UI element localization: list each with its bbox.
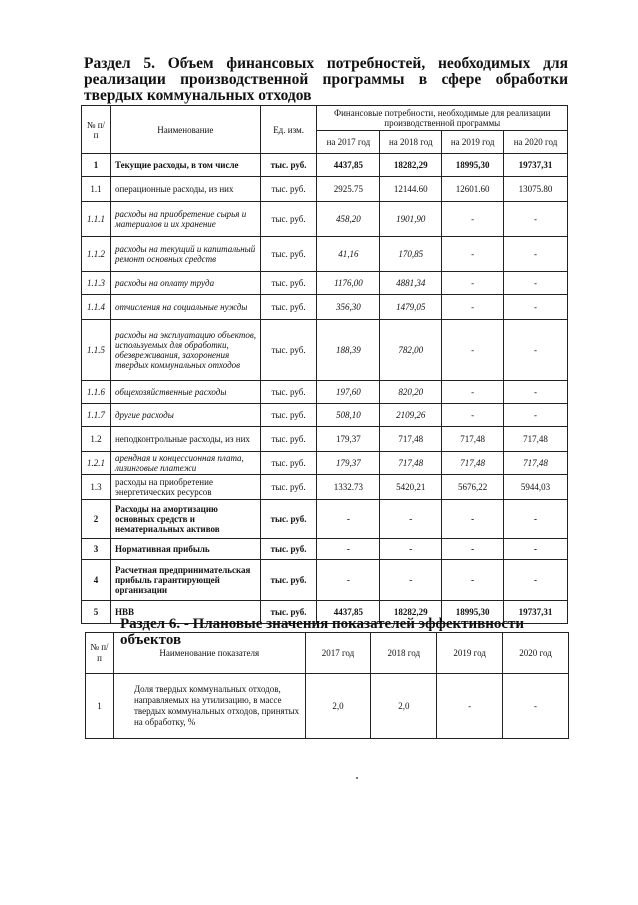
- value-2019: -: [442, 202, 504, 237]
- scan-speck: [356, 777, 358, 779]
- efficiency-table: [85, 632, 569, 739]
- value-2020: -: [504, 560, 568, 601]
- value-2019: 717,48: [442, 452, 504, 475]
- row-name: расходы на приобретение энергетических ресурсов: [110, 475, 260, 500]
- row-num: 1.2.1: [82, 452, 111, 475]
- row-name: НВВ: [110, 601, 260, 624]
- value-2017: 41,16: [317, 237, 380, 272]
- value-2018: 12144.60: [380, 177, 442, 202]
- value-2018: 820,20: [380, 381, 442, 404]
- value-2019: -: [442, 404, 504, 427]
- table-row: [82, 560, 568, 601]
- value-2017: -: [317, 560, 380, 601]
- row-name: Нормативная прибыль: [110, 539, 260, 560]
- value-2018: 717,48: [380, 427, 442, 452]
- row-num: 1.3: [82, 475, 111, 500]
- value-2020: 19737,31: [504, 154, 568, 177]
- value-2020: -: [503, 674, 569, 739]
- value-2018: 2109,26: [380, 404, 442, 427]
- header-group: Финансовые потребности, необходимые для реализации производственной программы: [317, 106, 568, 131]
- value-2019: -: [442, 560, 504, 601]
- row-name: расходы на эксплуатацию объектов, используемых для обработки, обезвреживания, захоронения твердых коммунальных отходов: [110, 320, 260, 381]
- value-2020: -: [504, 237, 568, 272]
- value-2018: 4881,34: [380, 272, 442, 295]
- value-2017: 2,0: [305, 674, 371, 739]
- value-2018: 717,48: [380, 452, 442, 475]
- value-2017: 4437,85: [317, 601, 380, 624]
- value-2020: -: [504, 381, 568, 404]
- row-num: 1.1.7: [82, 404, 111, 427]
- value-2019: -: [442, 539, 504, 560]
- value-2020: -: [504, 539, 568, 560]
- header-name: Наименование показателя: [113, 633, 305, 674]
- row-name: общехозяйственные расходы: [110, 381, 260, 404]
- table-row: [82, 295, 568, 320]
- table-row: [82, 272, 568, 295]
- header-2017: 2017 год: [305, 633, 371, 674]
- value-2017: 508,10: [317, 404, 380, 427]
- row-name: Текущие расходы, в том числе: [110, 154, 260, 177]
- header-unit: Ед. изм.: [260, 106, 317, 154]
- value-2019: -: [442, 272, 504, 295]
- row-name: отчисления на социальные нужды: [110, 295, 260, 320]
- row-num: 1.1.6: [82, 381, 111, 404]
- row-name: арендная и концессионная плата, лизинговые платежи: [110, 452, 260, 475]
- value-2019: -: [442, 320, 504, 381]
- value-2018: 5420,21: [380, 475, 442, 500]
- row-unit: тыс. руб.: [260, 539, 317, 560]
- row-num: 1.1.4: [82, 295, 111, 320]
- value-2019: -: [442, 237, 504, 272]
- section5-title: Раздел 5. Объем финансовых потребностей, необходимых для реализации производственной программы в сфере обработки твердых коммунальных отходов: [84, 55, 568, 104]
- value-2020: -: [504, 295, 568, 320]
- value-2017: 356,30: [317, 295, 380, 320]
- row-num: 1.1.2: [82, 237, 111, 272]
- header-2020: 2020 год: [503, 633, 569, 674]
- table-row: [82, 237, 568, 272]
- row-unit: тыс. руб.: [260, 560, 317, 601]
- row-unit: тыс. руб.: [260, 452, 317, 475]
- value-2018: 782,00: [380, 320, 442, 381]
- row-unit: тыс. руб.: [260, 177, 317, 202]
- row-unit: тыс. руб.: [260, 202, 317, 237]
- row-name: операционные расходы, из них: [110, 177, 260, 202]
- value-2017: 179,37: [317, 452, 380, 475]
- table-row: [82, 500, 568, 539]
- header-2019: на 2019 год: [442, 131, 504, 154]
- value-2019: -: [442, 500, 504, 539]
- value-2017: 2925.75: [317, 177, 380, 202]
- row-name: другие расходы: [110, 404, 260, 427]
- value-2019: 18995,30: [442, 601, 504, 624]
- table-row: [82, 452, 568, 475]
- row-num: 5: [82, 601, 111, 624]
- value-2020: 717,48: [504, 452, 568, 475]
- row-unit: тыс. руб.: [260, 295, 317, 320]
- table-row: [82, 154, 568, 177]
- row-unit: тыс. руб.: [260, 154, 317, 177]
- value-2017: 1176,00: [317, 272, 380, 295]
- value-2019: -: [437, 674, 503, 739]
- value-2018: 18282,29: [380, 154, 442, 177]
- row-num: 3: [82, 539, 111, 560]
- row-unit: тыс. руб.: [260, 381, 317, 404]
- value-2018: 170,85: [380, 237, 442, 272]
- row-name: Доля твердых коммунальных отходов, направляемых на утилизацию, в массе твердых коммунальных отходов, принятых на обработку, %: [113, 674, 305, 739]
- row-num: 1.1.3: [82, 272, 111, 295]
- header-num: № п/п: [82, 106, 111, 154]
- value-2018: -: [380, 500, 442, 539]
- value-2017: -: [317, 539, 380, 560]
- value-2020: -: [504, 500, 568, 539]
- row-unit: тыс. руб.: [260, 427, 317, 452]
- value-2017: 179,37: [317, 427, 380, 452]
- table-row: [86, 674, 569, 739]
- header-2018: на 2018 год: [380, 131, 442, 154]
- table-row: [82, 427, 568, 452]
- row-num: 1.2: [82, 427, 111, 452]
- header-name: Наименование: [110, 106, 260, 154]
- value-2020: 19737,31: [504, 601, 568, 624]
- value-2020: -: [504, 320, 568, 381]
- row-unit: тыс. руб.: [260, 404, 317, 427]
- row-num: 2: [82, 500, 111, 539]
- table-row: [82, 475, 568, 500]
- header-2020: на 2020 год: [504, 131, 568, 154]
- value-2018: -: [380, 560, 442, 601]
- value-2017: 458,20: [317, 202, 380, 237]
- financial-needs-table: [81, 105, 568, 624]
- value-2020: -: [504, 272, 568, 295]
- value-2020: 5944,03: [504, 475, 568, 500]
- row-num: 1: [86, 674, 114, 739]
- row-num: 1.1.5: [82, 320, 111, 381]
- value-2018: -: [380, 539, 442, 560]
- row-unit: тыс. руб.: [260, 237, 317, 272]
- row-name: расходы на текущий и капитальный ремонт основных средств: [110, 237, 260, 272]
- value-2020: 717,48: [504, 427, 568, 452]
- value-2017: 188,39: [317, 320, 380, 381]
- header-num: № п/п: [86, 633, 114, 674]
- value-2018: 18282,29: [380, 601, 442, 624]
- row-name: расходы на приобретение сырья и материалов и их хранение: [110, 202, 260, 237]
- value-2018: 1901,90: [380, 202, 442, 237]
- row-name: Расчетная предпринимательская прибыль гарантирующей организации: [110, 560, 260, 601]
- table-row: [82, 320, 568, 381]
- table-row: [82, 404, 568, 427]
- value-2020: 13075.80: [504, 177, 568, 202]
- row-unit: тыс. руб.: [260, 601, 317, 624]
- value-2017: 4437,85: [317, 154, 380, 177]
- value-2019: 5676,22: [442, 475, 504, 500]
- value-2019: 18995,30: [442, 154, 504, 177]
- value-2017: -: [317, 500, 380, 539]
- row-unit: тыс. руб.: [260, 475, 317, 500]
- value-2019: 717,48: [442, 427, 504, 452]
- row-name: неподконтрольные расходы, из них: [110, 427, 260, 452]
- value-2020: -: [504, 404, 568, 427]
- section6-title: Раздел 6. - Плановые значения показателей эффективности объектов: [120, 616, 525, 648]
- value-2017: 197,60: [317, 381, 380, 404]
- value-2019: -: [442, 381, 504, 404]
- table-row: [82, 202, 568, 237]
- header-2017: на 2017 год: [317, 131, 380, 154]
- value-2020: -: [504, 202, 568, 237]
- row-unit: тыс. руб.: [260, 500, 317, 539]
- row-name: расходы на оплату труда: [110, 272, 260, 295]
- row-num: 1.1: [82, 177, 111, 202]
- table-row: [82, 539, 568, 560]
- row-num: 1: [82, 154, 111, 177]
- table-row: [82, 177, 568, 202]
- value-2019: 12601.60: [442, 177, 504, 202]
- header-2019: 2019 год: [437, 633, 503, 674]
- row-unit: тыс. руб.: [260, 320, 317, 381]
- value-2018: 1479,05: [380, 295, 442, 320]
- value-2018: 2,0: [371, 674, 437, 739]
- row-name: Расходы на амортизацию основных средств и нематериальных активов: [110, 500, 260, 539]
- row-num: 1.1.1: [82, 202, 111, 237]
- row-num: 4: [82, 560, 111, 601]
- value-2017: 1332.73: [317, 475, 380, 500]
- row-unit: тыс. руб.: [260, 272, 317, 295]
- table-row: [82, 381, 568, 404]
- header-2018: 2018 год: [371, 633, 437, 674]
- value-2019: -: [442, 295, 504, 320]
